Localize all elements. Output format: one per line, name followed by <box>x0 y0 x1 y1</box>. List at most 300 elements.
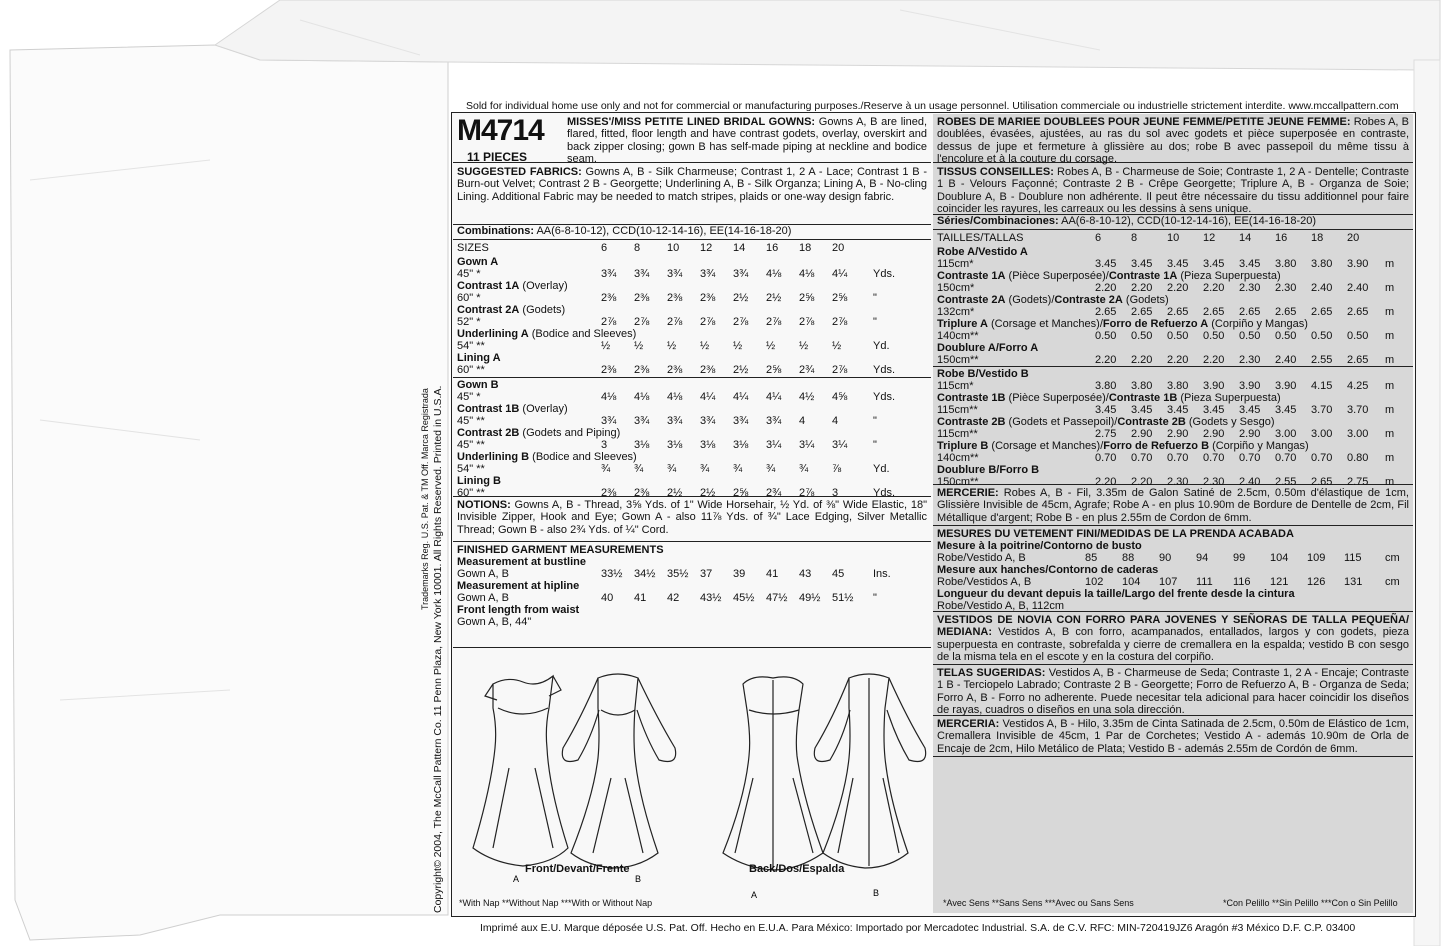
fabric-name <box>457 451 637 463</box>
fabric-name-row <box>933 368 1413 380</box>
yardage-value: 2.20 <box>1167 282 1189 294</box>
mercerie-text <box>933 485 1413 526</box>
fabric-name-row <box>933 294 1413 306</box>
notions-text <box>453 497 931 538</box>
yardage-value: 3.45 <box>1239 404 1261 416</box>
yardage-value: 2⅝ <box>766 364 782 376</box>
yardage-value: 2.20 <box>1095 476 1117 488</box>
fabric-name <box>937 368 1029 380</box>
es-description-section <box>933 612 1413 665</box>
yardage-value: 4¼ <box>832 268 848 280</box>
hip-value: 126 <box>1307 576 1326 588</box>
description-text <box>563 114 931 168</box>
yardage-value: ½ <box>601 340 611 352</box>
size-16: 16 <box>1275 232 1288 244</box>
fabric-name <box>457 280 568 292</box>
hip-values-label: Robe/Vestidos A, B <box>937 576 1032 588</box>
yardage-value: 2⅝ <box>733 487 749 499</box>
es-merceria-title: MERCERIA: <box>937 718 1000 730</box>
front-view-a-label: A <box>513 874 520 884</box>
bust-value: 37 <box>700 568 713 580</box>
yardage-value: 2.65 <box>1275 306 1297 318</box>
es-merceria-text <box>933 716 1413 757</box>
nap-note: *With Nap **Without Nap ***With or Without Nap <box>459 898 653 908</box>
yardage-value: 2.20 <box>1131 476 1153 488</box>
yardage-row <box>453 316 931 328</box>
hip-value: 49½ <box>799 592 821 604</box>
yardage-row <box>933 428 1413 440</box>
yardage-unit: m <box>1385 476 1395 488</box>
fabric-name-bold: Contrast 1B <box>457 403 520 415</box>
yardage-value: 4⅝ <box>832 391 848 403</box>
yardage-value: 3.45 <box>1167 258 1189 270</box>
fabric-name-bold: Contrast 2B <box>457 427 520 439</box>
yardage-value: 3.45 <box>1095 404 1117 416</box>
yardage-row <box>933 282 1413 294</box>
yardage-unit: " <box>873 415 877 427</box>
yardage-value: 2.90 <box>1239 428 1261 440</box>
fabric-name-bold: Contraste 2A <box>937 294 1006 306</box>
fabric-name <box>937 440 1309 452</box>
yardage-value: 2¾ <box>799 364 815 376</box>
bust-label-label: Measurement at bustline <box>457 556 586 568</box>
es-fabrics-section <box>933 665 1413 716</box>
fabric-name-detail: (Pièce Superposée)/ <box>1005 392 1109 404</box>
yardage-value: 2.30 <box>1239 282 1261 294</box>
length-value <box>453 616 931 628</box>
hip-value: 116 <box>1233 576 1251 588</box>
hip-value: 102 <box>1085 576 1104 588</box>
yardage-value: 2.90 <box>1167 428 1189 440</box>
bust-value: 41 <box>766 568 779 580</box>
yardage-value: 3.90 <box>1347 258 1369 270</box>
yardage-value: 2½ <box>733 364 749 376</box>
fabric-name-row <box>933 246 1413 258</box>
fabric-name-row <box>933 416 1413 428</box>
fabric-width: 60" ** <box>457 364 485 376</box>
yardage-value: ½ <box>733 340 743 352</box>
yardage-table <box>453 240 931 497</box>
size-8: 8 <box>634 242 641 254</box>
fabric-name-detail: (Bodice and Sleeves) <box>528 328 637 340</box>
yardage-unit: m <box>1385 354 1395 366</box>
yardage-value: 2⅝ <box>799 292 815 304</box>
fabric-name <box>937 342 1038 354</box>
yardage-unit: Yds. <box>873 391 896 403</box>
yardage-value: 2⅜ <box>634 487 650 499</box>
fr-nap-note: *Avec Sens **Sans Sens ***Avec ou Sans Sens <box>943 898 1134 908</box>
size-16: 16 <box>766 242 779 254</box>
fabric-name-row <box>453 403 931 415</box>
fabric-width: 140cm** <box>937 452 979 464</box>
combinations-body: AA(6-8-10-12), CCD(10-12-14-16), EE(14-16-18-20) <box>534 225 792 237</box>
fr-fabrics-section <box>933 164 1413 215</box>
yardage-row <box>453 364 931 376</box>
fabric-name-bold: Robe B/Vestido B <box>937 368 1029 380</box>
front-gown-a-drawing <box>473 676 568 866</box>
yardage-value: 2.65 <box>1311 476 1333 488</box>
yardage-value: 2.20 <box>1203 354 1225 366</box>
yardage-value: 3¾ <box>733 268 749 280</box>
fabric-name-detail-2: (Corpiño y Mangas) <box>1209 440 1309 452</box>
yardage-value: 2½ <box>733 292 749 304</box>
fabric-name-bold: Lining A <box>457 352 501 364</box>
yardage-value: 3.70 <box>1311 404 1333 416</box>
fabric-width: 115cm* <box>937 258 974 270</box>
yardage-value: 2.65 <box>1095 306 1117 318</box>
fr-combinations-section <box>933 215 1413 230</box>
back-gown-a-drawing <box>723 677 823 870</box>
hip-value: 107 <box>1159 576 1178 588</box>
view-separator <box>453 377 931 378</box>
es-merceria-section <box>933 716 1413 757</box>
yardage-value: 0.70 <box>1131 452 1153 464</box>
yardage-value: 3¾ <box>601 415 617 427</box>
fr-combinations-body: AA(6-8-10-12), CCD(10-12-14-16), EE(14-16-18-20) <box>1058 215 1317 227</box>
fabric-width: 150cm** <box>937 354 979 366</box>
hip-values <box>933 576 1413 588</box>
yardage-value: 3.45 <box>1131 258 1153 270</box>
yardage-row <box>453 292 931 304</box>
fabric-name-bold: Contrast 2A <box>457 304 520 316</box>
yardage-value: 2.65 <box>1311 306 1333 318</box>
yardage-value: 4⅛ <box>766 268 782 280</box>
yardage-value: 3.80 <box>1275 258 1297 270</box>
fabric-width: 54" ** <box>457 340 485 352</box>
bust-value: 94 <box>1196 552 1209 564</box>
yardage-value: 2⅜ <box>700 364 716 376</box>
fabric-name-bold: Underlining A <box>457 328 529 340</box>
fabric-name <box>937 294 1169 306</box>
size-20: 20 <box>1347 232 1360 244</box>
fabric-name <box>457 328 636 340</box>
es-description-title: VESTIDOS DE NOVIA CON FORRO PARA JOVENES Y SEÑORAS DE TALLA PEQUEÑA/ MEDIANA: <box>937 614 1409 639</box>
yardage-value: 2.55 <box>1275 476 1297 488</box>
yardage-value: 4½ <box>799 391 815 403</box>
yardage-value: 3.00 <box>1275 428 1297 440</box>
yardage-unit: m <box>1385 428 1395 440</box>
size-14: 14 <box>733 242 746 254</box>
yardage-value: 2⅜ <box>634 292 650 304</box>
yardage-value: 3⅛ <box>700 439 716 451</box>
size-10: 10 <box>667 242 680 254</box>
yardage-value: 3¼ <box>832 439 848 451</box>
yardage-value: 2⅞ <box>634 316 650 328</box>
size-6: 6 <box>601 242 608 254</box>
size-18: 18 <box>799 242 812 254</box>
yardage-value: 3.45 <box>1203 404 1225 416</box>
back-caption: Back/Dos/Espalda <box>749 863 845 875</box>
fabric-name <box>457 304 565 316</box>
yardage-value: 0.50 <box>1167 330 1189 342</box>
yardage-unit: Yd. <box>873 340 890 352</box>
combinations-section <box>453 225 931 240</box>
yardage-value: 2⅜ <box>667 292 683 304</box>
mercerie-section <box>933 485 1413 526</box>
mercerie-body: Robes A, B - Fil, 3.35m de Galon Satiné de 2.5cm, 0.50m d'élastique de 1cm, Glissière Invisible de 45cm, Agrafe; Robe A - en plus 10.90m de Bordure de Dentelle de 2cm, Fil Métallique d'argent; Robe B - en plus 2.55m de Cordon de 6mm. <box>937 487 1409 524</box>
yardage-value: 3¾ <box>667 268 683 280</box>
notions-body: Gowns A, B - Thread, 3⅝ Yds. of 1" Wide Horsehair, ½ Yd. of ⅜" Wide Elastic, 18" Invisible Zipper, Hook and Eye; Gown A - also 11⅞ Yds. of ¾" Lace Edging, Silver Metallic Thread; Gown B - also 2¾ Yds. of ¼" Cord. <box>457 499 927 536</box>
fabric-name <box>937 246 1028 258</box>
description-title: MISSES'/MISS PETITE LINED BRIDAL GOWNS: <box>567 116 816 128</box>
yardage-unit: m <box>1385 452 1395 464</box>
fabric-width: 132cm* <box>937 306 975 318</box>
yardage-value: 2.40 <box>1239 476 1261 488</box>
bust-values <box>933 552 1413 564</box>
fabric-name-bold: Contrast 1A <box>457 280 520 292</box>
yardage-value: 3.45 <box>1275 404 1297 416</box>
fr-fabrics-title: TISSUS CONSEILLES: <box>937 166 1054 178</box>
yardage-value: 3⅛ <box>733 439 749 451</box>
yardage-value: 2.40 <box>1311 282 1333 294</box>
bust-label <box>453 556 931 568</box>
fabric-name <box>457 379 499 391</box>
fabric-name-detail: (Godets and Piping) <box>519 427 621 439</box>
yardage-value: 3¾ <box>766 415 782 427</box>
fabric-width: 140cm** <box>937 330 979 342</box>
fabric-width: 150cm** <box>937 476 979 488</box>
fr-combinations-title: Séries/Combinaciones: <box>937 215 1059 227</box>
yardage-row <box>933 354 1413 366</box>
yardage-value: 3¾ <box>700 268 716 280</box>
fabric-name-detail-2: (Pieza Superpuesta) <box>1177 392 1281 404</box>
es-merceria-body: Vestidos A, B - Hilo, 3.35m de Cinta Satinada de 2.5cm, 0.50m de Elástico de 1cm, Cremallera Invisible de 45cm, 1 Par de Corchetes; Vestido A - además 10.90m de Orla de Encaje de 2cm, Hilo Metálico de Plata; Vestido B - además 2.55m de Cordón de 6mm. <box>937 718 1409 755</box>
yardage-value: 2⅞ <box>667 316 683 328</box>
fabric-width: 115cm* <box>937 380 974 392</box>
yardage-value: 4 <box>799 415 806 427</box>
fabric-name-detail: (Godets et Passepoil)/ <box>1005 416 1118 428</box>
yardage-unit: m <box>1385 330 1395 342</box>
fabric-name-row <box>453 280 931 292</box>
fabric-width: 45" * <box>457 391 481 403</box>
yardage-value: 4⅛ <box>799 268 815 280</box>
yardage-value: 3 <box>832 487 839 499</box>
fabric-name <box>457 475 501 487</box>
bust-value: 34½ <box>634 568 656 580</box>
length-label <box>933 588 1413 600</box>
size-12: 12 <box>1203 232 1216 244</box>
fr-fabrics-body: Robes A, B - Charmeuse de Soie; Contraste 1, 2 A - Dentelle; Contraste 1 B - Velours Façonné; Contraste 2 B - Crêpe Georgette; Triplure A, B - Organza de Soie; Doublure A, B - Doublure non adhérente. Il peut être nécessaire du tissu additionnel pour faire coincider les rayures, les carreaux ou les dessins à sens unique. <box>937 166 1409 216</box>
fabric-width: 45" ** <box>457 415 485 427</box>
front-gown-b-drawing <box>562 674 675 868</box>
finished-title <box>933 528 1413 540</box>
yardage-row <box>933 258 1413 270</box>
sizes-label: TAILLES/TALLAS <box>937 232 1024 244</box>
french-spanish-column <box>933 114 1413 913</box>
bust-unit: cm <box>1385 552 1400 564</box>
front-caption: Front/Devant/Frente <box>525 863 630 875</box>
bust-value: 45 <box>832 568 845 580</box>
yardage-row <box>933 380 1413 392</box>
yardage-value: 2.65 <box>1167 306 1189 318</box>
yardage-value: ¾ <box>766 463 776 475</box>
yardage-value: ½ <box>766 340 776 352</box>
yardage-value: ¾ <box>667 463 677 475</box>
yardage-value: 0.70 <box>1203 452 1225 464</box>
pattern-number: M4714 <box>457 114 544 147</box>
yardage-value: ⅞ <box>832 463 842 475</box>
length-value <box>933 600 1413 612</box>
bust-value: 85 <box>1085 552 1098 564</box>
fabric-name-detail: (Overlay) <box>519 403 568 415</box>
size-20: 20 <box>832 242 845 254</box>
finished-title <box>453 544 931 556</box>
yardage-value: 4.25 <box>1347 380 1369 392</box>
yardage-unit: Yds. <box>873 364 896 376</box>
combinations-title: Combinations: <box>457 225 534 237</box>
yardage-row <box>933 330 1413 342</box>
size-14: 14 <box>1239 232 1252 244</box>
es-fabrics-body: Vestidos A, B - Charmeuse de Seda; Contraste 1, 2 A - Encaje; Contraste 1 B - Terciopelo Labrado; Contraste 2 B - Georgette; Forro de Refuerzo A, B - Organza de Seda; Forro A, B - Forro no adherente. Puede necesitar tela adicional para hacer coincidir los diseños de rayas, cuadros o diseños en una sola dirección. <box>937 667 1409 717</box>
yardage-value: 3.90 <box>1203 380 1225 392</box>
hip-label-label: Measurement at hipline <box>457 580 580 592</box>
fabric-name-bold: Gown B <box>457 379 499 391</box>
length-label-label: Front length from waist <box>457 604 580 616</box>
hip-value: 41 <box>634 592 647 604</box>
yardage-value: 3.45 <box>1203 258 1225 270</box>
yardage-value: 3¾ <box>700 415 716 427</box>
yardage-row <box>453 340 931 352</box>
yardage-value: 3.45 <box>1167 404 1189 416</box>
hip-value: 45½ <box>733 592 755 604</box>
yardage-value: 2.30 <box>1203 476 1225 488</box>
yardage-value: 0.50 <box>1275 330 1297 342</box>
bust-value: 35½ <box>667 568 689 580</box>
yardage-value: 2⅜ <box>667 364 683 376</box>
hip-values <box>453 592 931 604</box>
fabric-name-bold: Underlining B <box>457 451 530 463</box>
yardage-row <box>933 452 1413 464</box>
hip-value: 111 <box>1196 576 1213 588</box>
yardage-value: 2⅜ <box>601 292 617 304</box>
yardage-value: 0.50 <box>1095 330 1117 342</box>
fabric-name-row <box>453 451 931 463</box>
fabric-name-bold-2: Forro de Refuerzo A <box>1102 318 1209 330</box>
bust-value: 109 <box>1307 552 1326 564</box>
yardage-value: 2.20 <box>1167 354 1189 366</box>
yardage-value: ¾ <box>700 463 710 475</box>
fabrics-body: Gowns A, B - Silk Charmeuse; Contrast 1, 2 A - Lace; Contrast 1 B - Burn-out Velvet; Contrast 2 B - Georgette; Underlining A, B - Silk Organza; Lining A, B - No-cling Lining. Additional Fabric may be needed to match stripes, plaids or one-way design fabric. <box>457 166 927 203</box>
fabric-width: 60" ** <box>457 487 485 499</box>
yardage-value: 4⅛ <box>634 391 650 403</box>
fabric-width: 52" * <box>457 316 481 328</box>
fabric-name-row <box>933 464 1413 476</box>
bust-label-label: Mesure à la poitrine/Contorno de busto <box>937 540 1142 552</box>
yardage-value: 2.30 <box>1239 354 1261 366</box>
yardage-value: 2¾ <box>766 487 782 499</box>
yardage-row <box>453 391 931 403</box>
fabric-name-bold-2: Contraste 2B <box>1117 416 1186 428</box>
yardage-value: 2½ <box>667 487 683 499</box>
fabric-width: 60" * <box>457 292 481 304</box>
fabric-name-row <box>453 328 931 340</box>
yardage-value: 3.80 <box>1095 380 1117 392</box>
fabric-name-row <box>933 392 1413 404</box>
yardage-row <box>933 306 1413 318</box>
es-description-body: Vestidos A, B con forro, acampanados, entallados, largos y con godets, pieza superpuesta en contraste, sobrefalda y cierre de cremallera en la espalda; vestido B con sesgo de la misma tela en el escote y en la costura del corpiño. <box>937 626 1409 664</box>
yardage-value: 2.20 <box>1095 282 1117 294</box>
yardage-value: 2½ <box>700 487 716 499</box>
yardage-value: 3¾ <box>634 415 650 427</box>
fabric-name-detail: (Godets) <box>519 304 566 316</box>
yardage-value: 3.80 <box>1167 380 1189 392</box>
yardage-value: 4⅛ <box>667 391 683 403</box>
yardage-value: 2⅞ <box>832 316 848 328</box>
hip-value: 43½ <box>700 592 722 604</box>
hip-label <box>933 564 1413 576</box>
length-value-label: Gown A, B, 44" <box>457 616 532 628</box>
yardage-value: 0.50 <box>1203 330 1225 342</box>
yardage-unit: m <box>1385 282 1395 294</box>
es-nap-note: *Con Pelillo **Sin Pelillo ***Con o Sin Pelillo <box>1223 898 1398 908</box>
hip-label-label: Mesure aux hanches/Contorno de caderas <box>937 564 1159 576</box>
yardage-value: 2.75 <box>1095 428 1117 440</box>
length-value-label: Robe/Vestido A, B, 112cm <box>937 600 1064 612</box>
yardage-value: 2.40 <box>1347 282 1369 294</box>
fabric-name-bold-2: Contraste 1A <box>1108 270 1178 282</box>
yardage-value: 2.20 <box>1203 282 1225 294</box>
fabric-name-bold: Triplure B <box>937 440 989 452</box>
bust-value: 43 <box>799 568 812 580</box>
yardage-unit: " <box>873 316 877 328</box>
fr-description-section <box>933 114 1413 166</box>
yardage-value: 2.65 <box>1239 306 1261 318</box>
fr-combinations-text <box>933 215 1413 229</box>
bust-values-label: Robe/Vestido A, B <box>937 552 1026 564</box>
view-separator <box>933 366 1413 367</box>
fr-yardage-table <box>933 230 1413 488</box>
yardage-value: 3.45 <box>1131 404 1153 416</box>
notions-title: NOTIONS: <box>457 499 511 511</box>
fabric-name-bold: Contraste 1B <box>937 392 1006 404</box>
usage-notice: Sold for individual home use only and not for commercial or manufacturing purposes./Reserve à un usage personnel. Utilisation commerciale ou industrielle strictement interdite. www.mccallpattern.com <box>466 100 1399 112</box>
fabric-name-bold-2: Contraste 2A <box>1054 294 1123 306</box>
fr-description-title: ROBES DE MARIEE DOUBLEES POUR JEUNE FEMME/PETITE JEUNE FEMME: <box>937 116 1351 128</box>
fabric-name-row <box>933 342 1413 354</box>
yardage-value: 2⅞ <box>799 316 815 328</box>
fabrics-text <box>453 164 931 205</box>
bust-value: 33½ <box>601 568 623 580</box>
yardage-value: 2½ <box>766 292 782 304</box>
yardage-row <box>453 439 931 451</box>
bust-values-label: Gown A, B <box>457 568 509 580</box>
fabric-name-detail-2: (Godets y Sesgo) <box>1185 416 1275 428</box>
yardage-value: 2⅞ <box>700 316 716 328</box>
yardage-value: 2⅜ <box>634 364 650 376</box>
yardage-value: ½ <box>700 340 710 352</box>
yardage-value: 2⅞ <box>733 316 749 328</box>
yardage-value: 2⅜ <box>700 292 716 304</box>
fabric-name-bold: Contraste 1A <box>937 270 1006 282</box>
yardage-value: 3¾ <box>733 415 749 427</box>
sizes-label: SIZES <box>457 242 489 254</box>
yardage-value: 3¾ <box>667 415 683 427</box>
fabric-name-bold: Robe A/Vestido A <box>937 246 1028 258</box>
yardage-row <box>453 268 931 280</box>
mercerie-title: MERCERIE: <box>937 487 999 499</box>
yardage-value: 4.15 <box>1311 380 1333 392</box>
es-fabrics-text <box>933 665 1413 719</box>
import-notice: Imprimé aux E.U. Marque déposée U.S. Pat. Off. Hecho en E.U.A. Para México: Importado por Mercadotec Industrial. S.A. de C.V. RFC: MIN-720419JZ6 Aragón #3 México D.F. C.P. 03400 <box>480 922 1356 934</box>
description-body: Gowns A, B are lined, flared, fitted, floor length and have contrast godets, overlay, overskirt and back zipper closing; gown B has self-made piping at neckline and bodice seam. <box>567 116 927 166</box>
yardage-value: 2⅞ <box>766 316 782 328</box>
fabric-name-bold: Doublure B/Forro B <box>937 464 1040 476</box>
yardage-value: 2.30 <box>1167 476 1189 488</box>
back-gown-b-drawing <box>814 674 925 868</box>
yardage-value: 0.50 <box>1311 330 1333 342</box>
fabric-name-bold: Contraste 2B <box>937 416 1006 428</box>
yardage-unit: m <box>1385 306 1395 318</box>
